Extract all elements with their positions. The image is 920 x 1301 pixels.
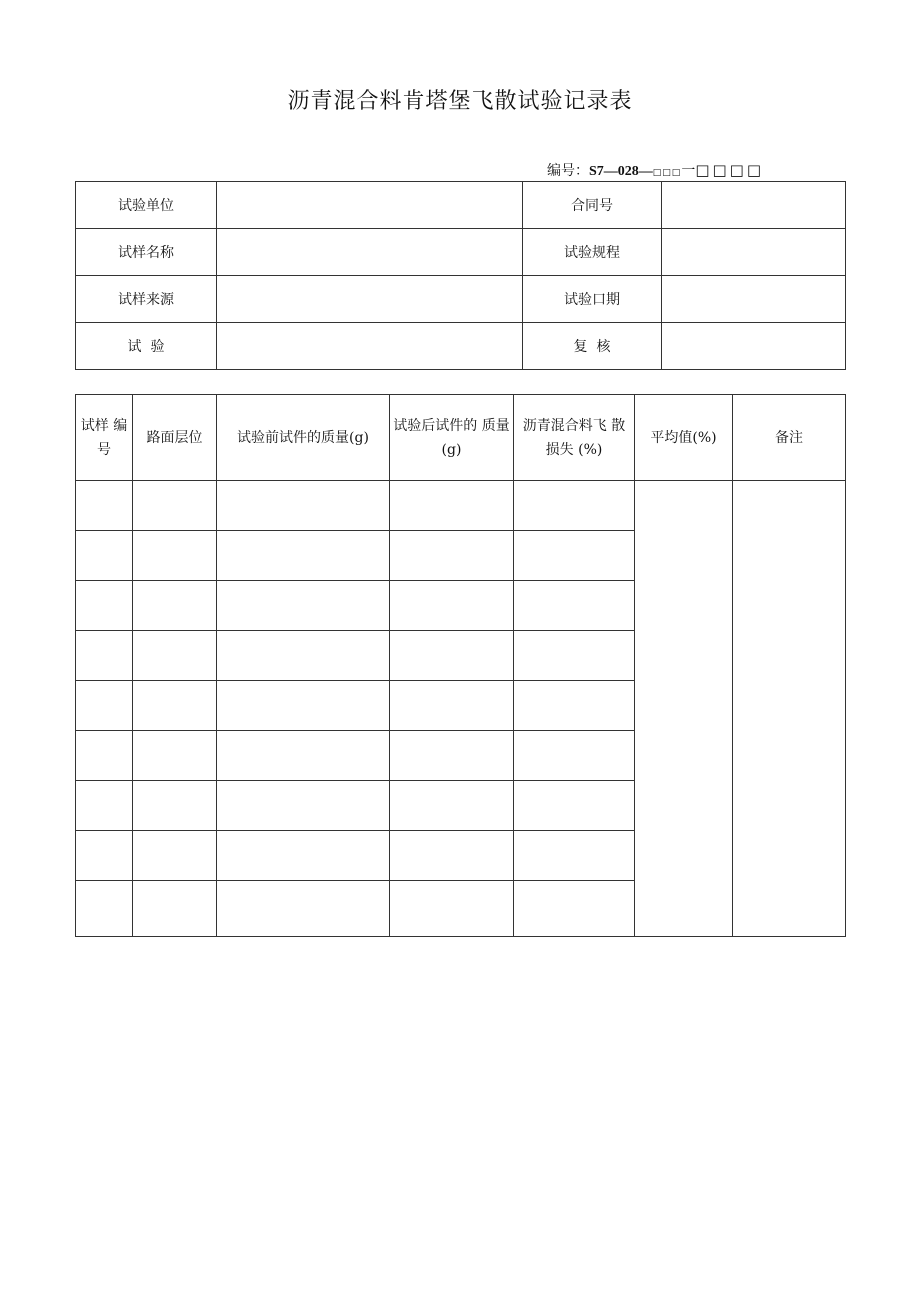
cell-mass-after[interactable] (390, 781, 514, 831)
info-value[interactable] (217, 182, 523, 229)
cell-loss[interactable] (514, 731, 635, 781)
header-loss: 沥青混合料飞 散损失 (%) (514, 395, 635, 481)
info-row (76, 323, 846, 370)
cell-sample-no[interactable] (76, 681, 133, 731)
cell-mass-after[interactable] (390, 831, 514, 881)
cell-mass-after[interactable] (390, 731, 514, 781)
cell-loss[interactable] (514, 481, 635, 531)
code-boxes: □□□□ (695, 161, 765, 179)
cell-mass-after[interactable] (390, 681, 514, 731)
info-row (76, 182, 846, 229)
header-mass-before: 试验前试件的质量(g) (217, 395, 390, 481)
cell-mass-after[interactable] (390, 581, 514, 631)
cell-average[interactable] (635, 481, 733, 937)
header-layer: 路面层位 (133, 395, 217, 481)
page-title: 沥青混合料肯塔堡飞散试验记录表 (287, 89, 633, 114)
cell-mass-before[interactable] (217, 681, 390, 731)
info-label: 合同号 (523, 182, 662, 229)
info-label: 试验规程 (523, 229, 662, 276)
cell-layer[interactable] (133, 481, 217, 531)
cell-sample-no[interactable] (76, 631, 133, 681)
info-label: 试 验 (76, 323, 217, 370)
header-mass-after: 试验后试件的 质量(g) (390, 395, 514, 481)
cell-sample-no[interactable] (76, 481, 133, 531)
info-value[interactable] (217, 276, 523, 323)
cell-sample-no[interactable] (76, 781, 133, 831)
info-value[interactable] (662, 229, 846, 276)
cell-mass-before[interactable] (217, 631, 390, 681)
info-label: 试样名称 (76, 229, 217, 276)
cell-layer[interactable] (133, 731, 217, 781)
cell-layer[interactable] (133, 681, 217, 731)
cell-sample-no[interactable] (76, 581, 133, 631)
cell-remarks[interactable] (733, 481, 846, 937)
cell-mass-before[interactable] (217, 481, 390, 531)
cell-loss[interactable] (514, 881, 635, 937)
cell-loss[interactable] (514, 581, 635, 631)
cell-mass-after[interactable] (390, 481, 514, 531)
info-label: 复 核 (523, 323, 662, 370)
cell-loss[interactable] (514, 531, 635, 581)
cell-mass-after[interactable] (390, 631, 514, 681)
cell-mass-after[interactable] (390, 531, 514, 581)
code-dash: 一 (681, 163, 696, 179)
cell-sample-no[interactable] (76, 731, 133, 781)
header-average: 平均值(%) (635, 395, 733, 481)
info-value[interactable] (217, 323, 523, 370)
info-label: 试验口期 (523, 276, 662, 323)
cell-mass-before[interactable] (217, 531, 390, 581)
cell-mass-before[interactable] (217, 831, 390, 881)
cell-sample-no[interactable] (76, 531, 133, 581)
info-row (76, 229, 846, 276)
cell-sample-no[interactable] (76, 831, 133, 881)
info-value[interactable] (662, 276, 846, 323)
cell-layer[interactable] (133, 781, 217, 831)
cell-layer[interactable] (133, 631, 217, 681)
cell-mass-before[interactable] (217, 731, 390, 781)
header-sample-no: 试样 编号 (76, 395, 133, 481)
cell-loss[interactable] (514, 631, 635, 681)
cell-layer[interactable] (133, 531, 217, 581)
cell-mass-before[interactable] (217, 881, 390, 937)
table-row (76, 481, 846, 531)
code-label: 编号： (547, 163, 589, 179)
header-remarks: 备注 (733, 395, 846, 481)
cell-mass-after[interactable] (390, 881, 514, 937)
form-code (547, 160, 764, 180)
cell-layer[interactable] (133, 831, 217, 881)
info-label: 试验单位 (76, 182, 217, 229)
cell-loss[interactable] (514, 831, 635, 881)
cell-layer[interactable] (133, 581, 217, 631)
info-value[interactable] (662, 323, 846, 370)
cell-loss[interactable] (514, 681, 635, 731)
info-label: 试样来源 (76, 276, 217, 323)
cell-mass-before[interactable] (217, 581, 390, 631)
cell-layer[interactable] (133, 881, 217, 937)
cell-sample-no[interactable] (76, 881, 133, 937)
info-value[interactable] (662, 182, 846, 229)
info-row (76, 276, 846, 323)
code-small-boxes: □□□ (652, 168, 682, 178)
header-row (76, 395, 846, 481)
info-value[interactable] (217, 229, 523, 276)
info-table (75, 181, 846, 370)
cell-mass-before[interactable] (217, 781, 390, 831)
cell-loss[interactable] (514, 781, 635, 831)
code-value: S7—028— (589, 164, 653, 179)
data-table (75, 394, 846, 937)
